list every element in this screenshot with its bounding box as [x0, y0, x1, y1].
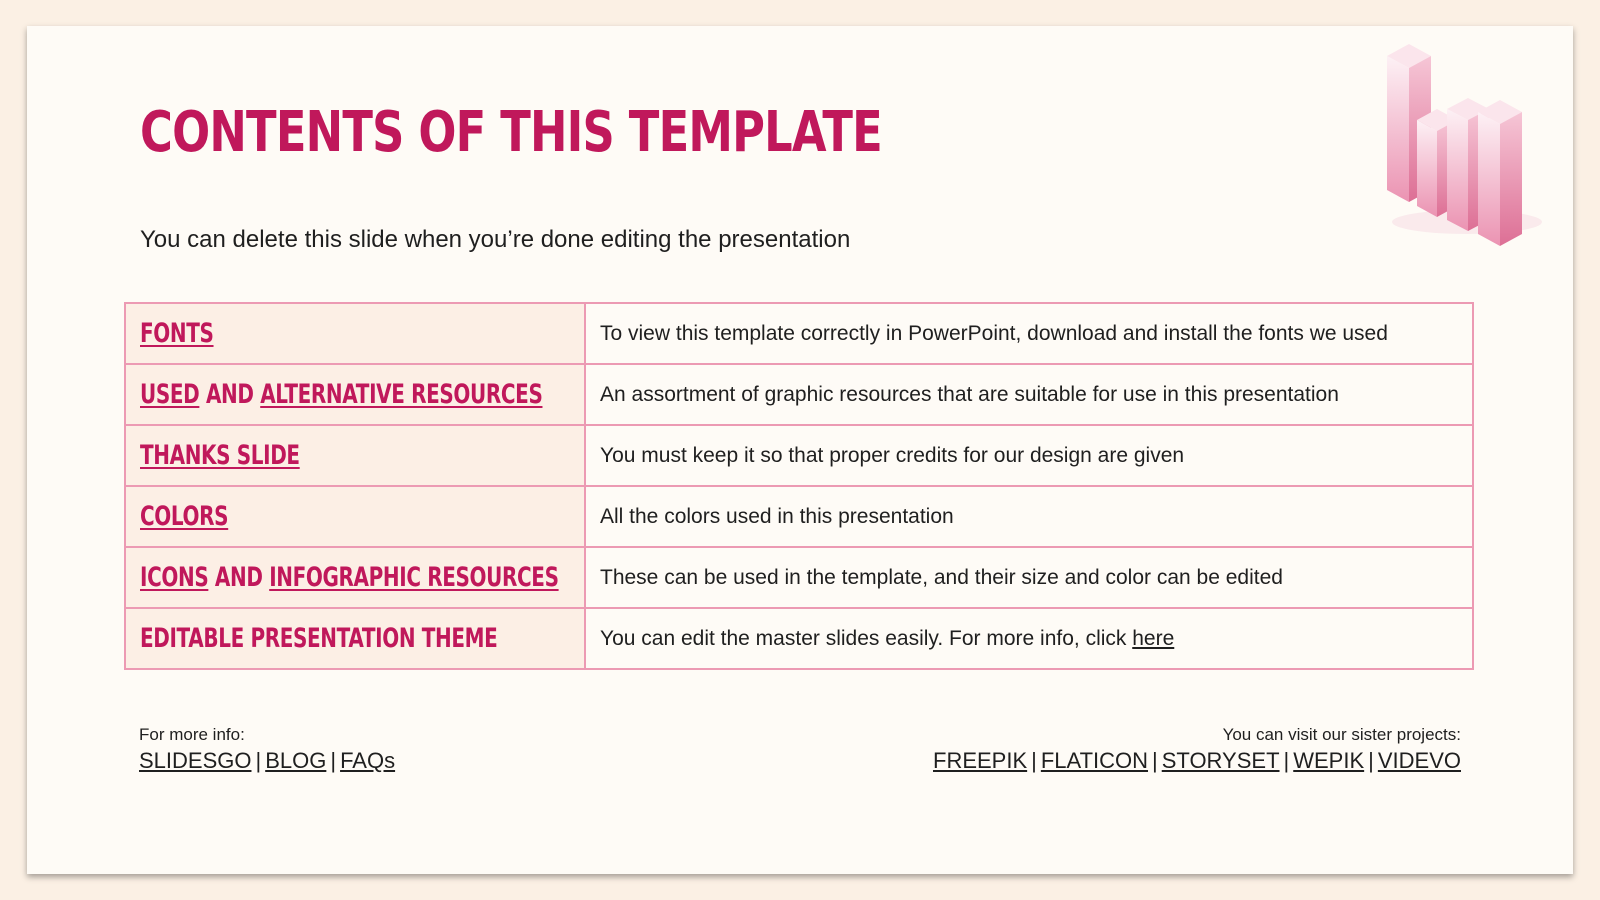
footer-left-links: [139, 746, 395, 776]
section-description: You must keep it so that proper credits for our design are given: [600, 443, 1185, 467]
section-label: [140, 562, 559, 593]
bar-chart-3d-icon: [1362, 32, 1552, 252]
table-label-cell: [125, 425, 585, 486]
table-label-cell: [125, 547, 585, 608]
table-label-cell: [125, 608, 585, 669]
section-label: [140, 440, 300, 471]
footer-link-flaticon[interactable]: FLATICON: [1040, 748, 1149, 773]
footer-right-links: [933, 746, 1461, 776]
section-label-text: AND: [199, 379, 261, 410]
section-description: These can be used in the template, and their size and color can be edited: [600, 565, 1283, 589]
table-label-cell: [125, 303, 585, 364]
footer-left-caption: For more info:: [139, 725, 245, 744]
table-description-cell: [585, 425, 1473, 486]
footer-link-wepik[interactable]: WEPIK: [1293, 748, 1365, 773]
table-description-cell: [585, 547, 1473, 608]
section-label: [140, 623, 497, 654]
footer-link-storyset[interactable]: STORYSET: [1161, 748, 1280, 773]
footer-link-freepik[interactable]: FREEPIK: [933, 748, 1028, 773]
section-link[interactable]: ALTERNATIVE RESOURCES: [260, 379, 543, 410]
link-separator: |: [1368, 748, 1374, 773]
footer-link-videvo[interactable]: VIDEVO: [1377, 748, 1461, 773]
section-label: [140, 318, 214, 349]
page-title: CONTENTS OF THIS TEMPLATE: [140, 100, 882, 165]
section-link[interactable]: COLORS: [140, 501, 229, 532]
slide: [27, 26, 1573, 874]
footer-link-faqs[interactable]: FAQs: [340, 748, 396, 773]
section-link[interactable]: ICONS: [140, 562, 209, 593]
here-link[interactable]: here: [1132, 626, 1175, 650]
link-separator: |: [1283, 748, 1290, 773]
section-description: All the colors used in this presentation: [600, 504, 954, 528]
contents-table: [124, 302, 1474, 670]
table-row: [125, 425, 1473, 486]
table-row: [125, 303, 1473, 364]
section-label-text: EDITABLE PRESENTATION THEME: [140, 623, 498, 654]
table-label-cell: [125, 486, 585, 547]
section-label: [140, 501, 228, 532]
table-description-cell: [585, 608, 1473, 669]
section-description: An assortment of graphic resources that are suitable for use in this presentation: [600, 382, 1339, 406]
table-row: [125, 364, 1473, 425]
page-subtitle: You can delete this slide when you’re done editing the presentation: [140, 226, 851, 253]
footer-link-blog[interactable]: BLOG: [265, 748, 327, 773]
table-row: [125, 547, 1473, 608]
footer-right-caption: You can visit our sister projects:: [1222, 725, 1461, 744]
section-link[interactable]: FONTS: [140, 318, 214, 349]
table-description-cell: [585, 486, 1473, 547]
link-separator: |: [1031, 748, 1037, 773]
footer-link-slidesgo[interactable]: SLIDESGO: [139, 748, 252, 773]
table-label-cell: [125, 364, 585, 425]
section-link[interactable]: USED: [140, 379, 200, 410]
table-row: [125, 608, 1473, 669]
table-row: [125, 486, 1473, 547]
section-label-text: AND: [208, 562, 270, 593]
table-description-cell: [585, 303, 1473, 364]
section-description: You can edit the master slides easily. For more info, click: [600, 626, 1133, 650]
link-separator: |: [1152, 748, 1158, 773]
section-link[interactable]: THANKS SLIDE: [140, 440, 300, 471]
table-description-cell: [585, 364, 1473, 425]
section-description: To view this template correctly in PowerPoint, download and install the fonts we used: [600, 321, 1388, 345]
footer-sister-projects: [933, 724, 1461, 776]
footer-more-info: [139, 724, 395, 776]
section-link[interactable]: INFOGRAPHIC RESOURCES: [269, 562, 559, 593]
link-separator: |: [255, 748, 262, 773]
link-separator: |: [330, 748, 337, 773]
section-label: [140, 379, 542, 410]
